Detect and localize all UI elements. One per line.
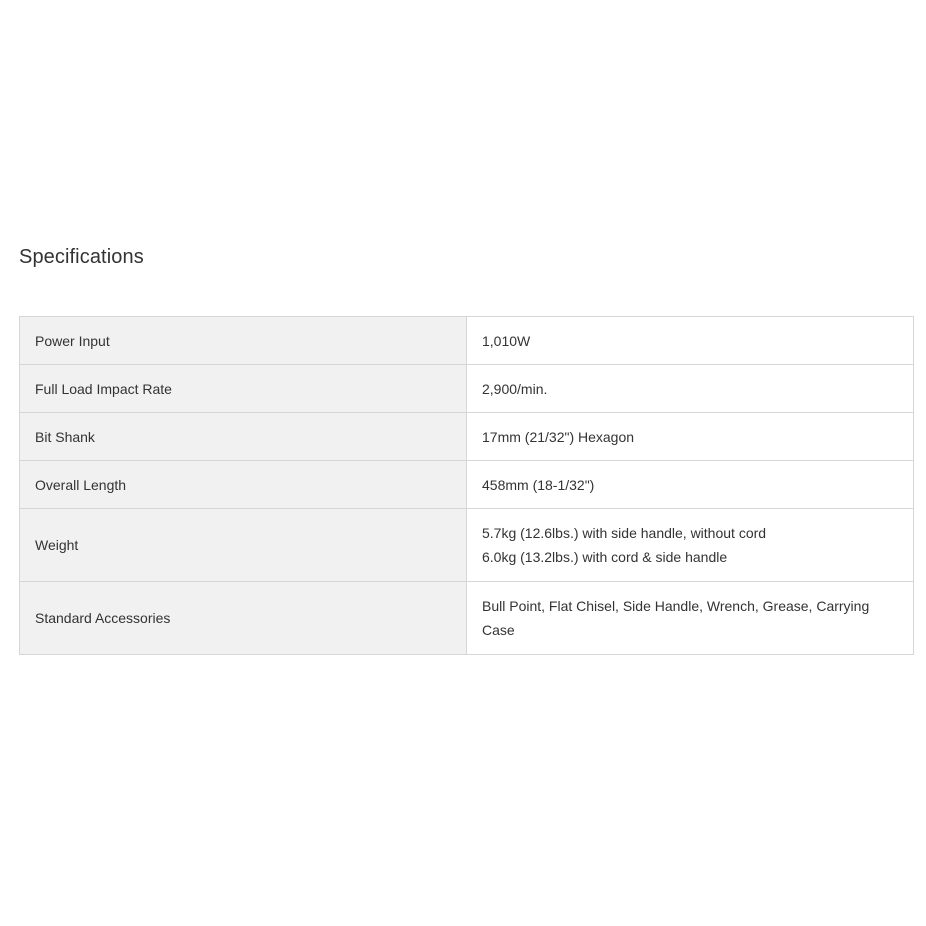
spec-row-overall-length — [20, 461, 914, 509]
spec-value: 2,900/min. — [467, 365, 914, 413]
spec-value: 458mm (18-1/32") — [467, 461, 914, 509]
spec-row-standard-accessories — [20, 582, 914, 655]
page-title: Specifications — [19, 246, 144, 268]
spec-label: Overall Length — [20, 461, 467, 509]
spec-value-line: 6.0kg (13.2lbs.) with cord & side handle — [482, 549, 728, 565]
spec-label: Bit Shank — [20, 413, 467, 461]
spec-row-weight — [20, 509, 914, 582]
specifications-table — [19, 316, 914, 655]
spec-label: Power Input — [20, 317, 467, 365]
spec-value: 1,010W — [467, 317, 914, 365]
spec-value — [467, 509, 914, 582]
spec-row-impact-rate — [20, 365, 914, 413]
spec-value-line: 5.7kg (12.6lbs.) with side handle, without cord — [482, 525, 767, 541]
spec-row-bit-shank — [20, 413, 914, 461]
spec-label: Weight — [20, 509, 467, 582]
spec-value: Bull Point, Flat Chisel, Side Handle, Wrench, Grease, Carrying Case — [467, 582, 914, 655]
spec-row-power-input — [20, 317, 914, 365]
spec-label: Full Load Impact Rate — [20, 365, 467, 413]
spec-value: 17mm (21/32") Hexagon — [467, 413, 914, 461]
spec-label: Standard Accessories — [20, 582, 467, 655]
